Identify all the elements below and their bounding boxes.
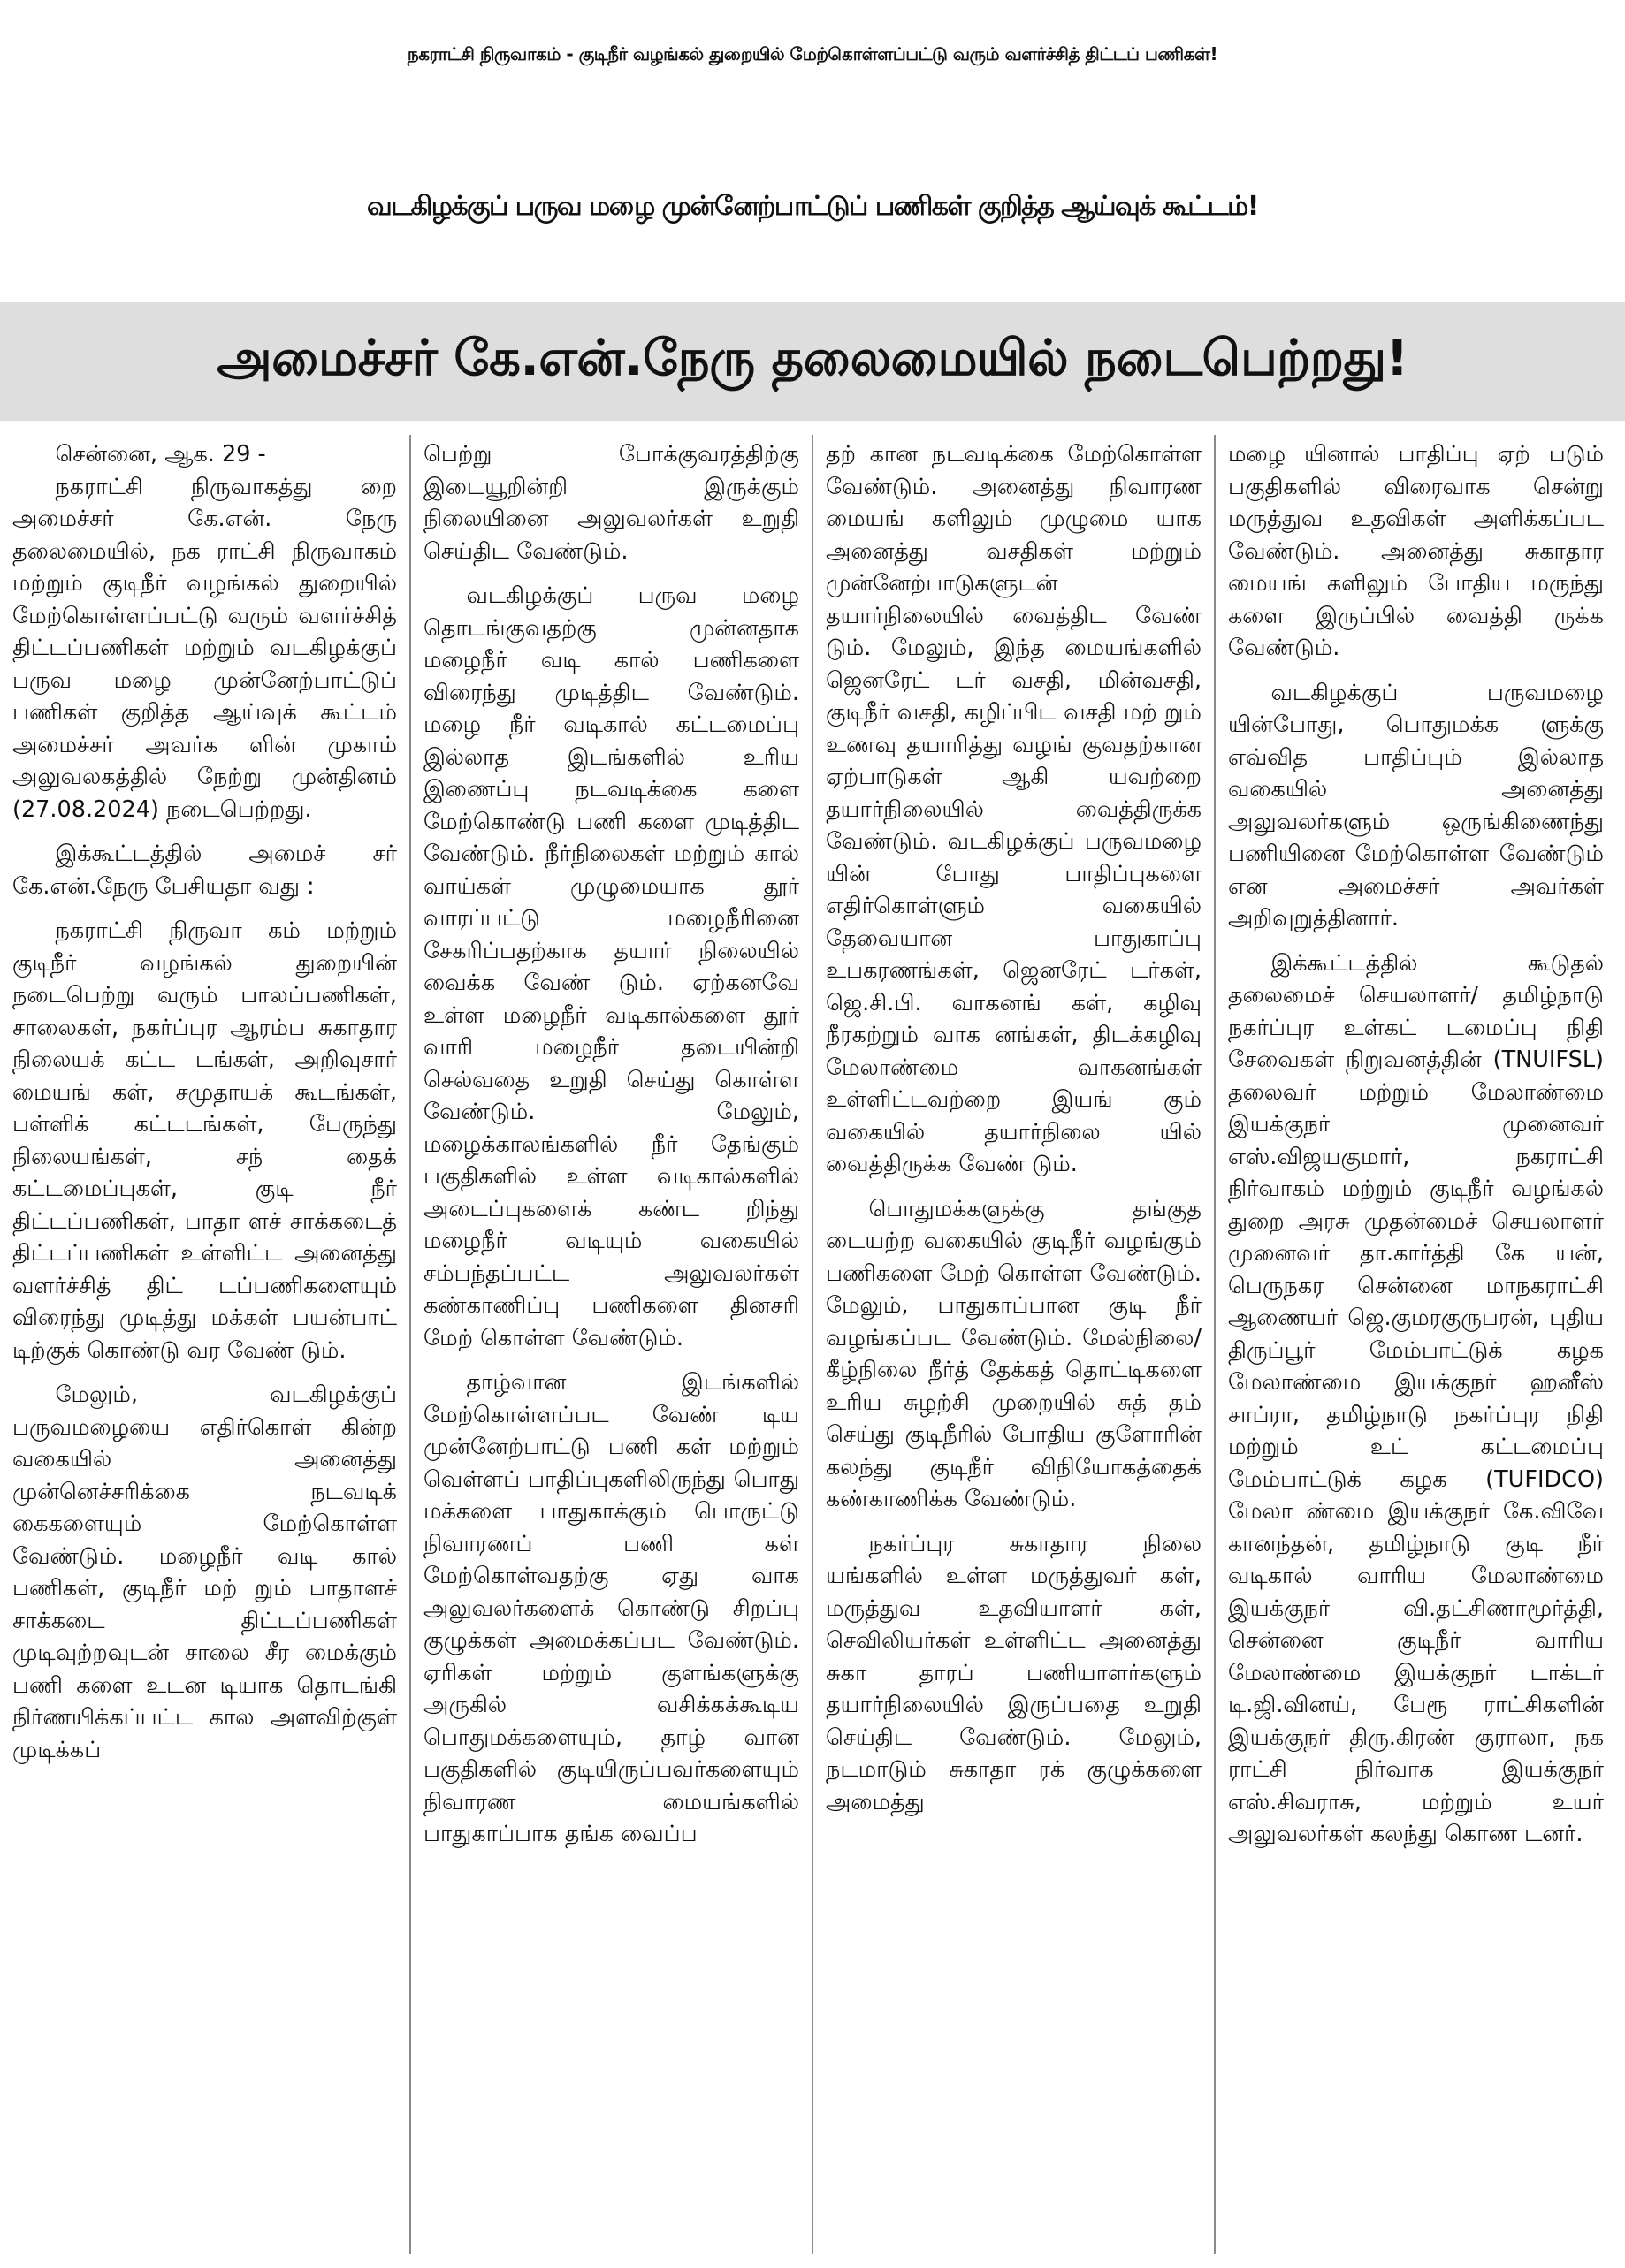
subheadline-band — [0, 302, 1625, 421]
column-4 — [1214, 435, 1616, 2254]
paragraph: நகராட்சி நிருவாகத்து றை அமைச்சர் கே.என். நேரு தலைமையில், நக ராட்சி நிருவாகம் மற்றும் குடிநீர் வழங்கல் துறையில் மேற்கொள்ளப்பட்டு வரும் வளர்ச்சித் திட்டப்பணிகள் மற்றும் வடகிழக்குப் பருவ மழை முன்னேற்பாட்டுப் பணிகள் குறித்த ஆய்வுக் கூட்டம் அமைச்சர் அவர்க ளின் முகாம் அலுவலகத்தில் நேற்று முன்தினம் (27.08.2024) நடைபெற்றது. — [12, 473, 397, 823]
paragraph: தாழ்வான இடங்களில் மேற்கொள்ளப்பட வேண் டிய முன்னேற்பாட்டு பணி கள் மற்றும் வெள்ளப் பாதிப்புகளிலிருந்து பொது மக்களை பாதுகாக்கும் பொருட்டு நிவாரணப் பணி கள் மேற்கொள்வதற்கு ஏது வாக அலுவலர்களைக் கொண்டு சிறப்பு குழுக்கள் அமைக்கப்பட வேண்டும். ஏரிகள் மற்றும் குளங்களுக்கு அருகில் வசிக்கக்கூடிய பொதுமக்களையும், தாழ் வான பகுதிகளில் குடியிருப்பவர்களையும் நிவாரண மையங்களில் பாதுகாப்பாக தங்க வைப்ப — [423, 1369, 799, 1847]
paragraph: வடகிழக்குப் பருவ மழை தொடங்குவதற்கு முன்னதாக மழைநீர் வடி கால் பணிகளை விரைந்து முடித்திட வேண்டும். மழை நீர் வடிகால் கட்டமைப்பு இல்லாத இடங்களில் உரிய இணைப்பு நடவடிக்கை களை மேற்கொண்டு பணி களை முடித்திட வேண்டும். நீர்நிலைகள் மற்றும் கால் வாய்கள் முழுமையாக தூர் வாரப்பட்டு மழைநீரினை சேகரிப்பதற்காக தயார் நிலையில் வைக்க வேண் டும். ஏற்கனவே உள்ள மழைநீர் வடிகால்களை தூர் வாரி மழைநீர் தடையின்றி செல்வதை உறுதி செய்து கொள்ள வேண்டும். மேலும், மழைக்காலங்களில் நீர் தேங்கும் பகுதிகளில் உள்ள வடிகால்களில் அடைப்புகளைக் கண்ட றிந்து மழைநீர் வடியும் வகையில் சம்பந்தப்பட்ட அலுவலர்கள் கண்காணிப்பு பணிகளை தினசரி மேற் கொள்ள வேண்டும். — [423, 582, 799, 1351]
paragraph: நகர்ப்புர சுகாதார நிலை யங்களில் உள்ள மருத்துவர் கள், மருத்துவ உதவியாளர் கள், செவிலியர்கள் உள்ளிட்ட அனைத்து சுகா தாரப் பணியாளர்களும் தயார்நிலையில் இருப்பதை உறுதி செய்திட வேண்டும். மேலும், நடமாடும் சுகாதா ரக் குழுக்களை அமைத்து — [826, 1530, 1202, 1815]
dateline: சென்னை, ஆக. 29 - — [55, 441, 266, 468]
paragraph: மேலும், வடகிழக்குப் பருவமழையை எதிர்கொள் கின்ற வகையில் அனைத்து முன்னெச்சரிக்கை நடவடிக் கைகளையும் மேற்கொள்ள வேண்டும். மழைநீர் வடி கால் பணிகள், குடிநீர் மற் றும் பாதாளச் சாக்கடை திட்டப்பணிகள் முடிவுற்றவுடன் சாலை சீர மைக்கும் பணி களை உடன டியாக தொடங்கி நிர்ணயிக்கப்பட்ட கால அளவிற்குள் முடிக்கப் — [12, 1381, 397, 1763]
paragraph: பெற்று போக்குவரத்திற்கு இடையூறின்றி இருக்கும் நிலையினை அலுவலர்கள் உறுதி செய்திட வேண்டும். — [423, 441, 799, 565]
kicker-line: நகராட்சி நிருவாகம் - குடிநீர் வழங்கல் துறையில் மேற்கொள்ளப்பட்டு வரும் வளர்ச்சித் திட்டப் பணிகள்! — [407, 42, 1218, 65]
column-3 — [812, 435, 1214, 2254]
column-2 — [409, 435, 812, 2254]
subheadline: அமைச்சர் கே.என்.நேரு தலைமையில் நடைபெற்றது! — [217, 330, 1408, 387]
paragraph: மழை யினால் பாதிப்பு ஏற் படும் பகுதிகளில் விரைவாக சென்று மருத்துவ உதவிகள் அளிக்கப்பட வேண்டும். அனைத்து சுகாதார மையங் களிலும் போதிய மருந்து களை இருப்பில் வைத்தி ருக்க வேண்டும். — [1228, 441, 1604, 661]
paragraph: இக்கூட்டத்தில் அமைச் சர் கே.என்.நேரு பேசியதா வது : — [12, 841, 397, 900]
headline: வடகிழக்குப் பருவ மழை முன்னேற்பாட்டுப் பணிகள் குறித்த ஆய்வுக் கூட்டம்! — [367, 190, 1258, 222]
paragraph: நகராட்சி நிருவா கம் மற்றும் குடிநீர் வழங்கல் துறையின் நடைபெற்று வரும் பாலப்பணிகள், சாலைகள், நகர்ப்புர ஆரம்ப சுகாதார நிலையக் கட்ட டங்கள், அறிவுசார் மையங் கள், சமுதாயக் கூடங்கள், பள்ளிக் கட்டடங்கள், பேருந்து நிலையங்கள், சந் தைக் கட்டமைப்புகள், குடி நீர் திட்டப்பணிகள், பாதா ளச் சாக்கடைத் திட்டப்பணிகள் உள்ளிட்ட அனைத்து வளர்ச்சித் திட் டப்பணிகளையும் விரைந்து முடித்து மக்கள் பயன்பாட் டிற்குக் கொண்டு வர வேண் டும். — [12, 917, 397, 1364]
paragraph: தற் கான நடவடிக்கை மேற்கொள்ள வேண்டும். அனைத்து நிவாரண மையங் களிலும் முழுமை யாக அனைத்து வசதிகள் மற்றும் முன்னேற்பாடுகளுடன் தயார்நிலையில் வைத்திட வேண் டும். மேலும், இந்த மையங்களில் ஜெனரேட் டர் வசதி, மின்வசதி, குடிநீர் வசதி, கழிப்பிட வசதி மற் றும் உணவு தயாரித்து வழங் குவதற்கான ஏற்பாடுகள் ஆகி யவற்றை தயார்நிலையில் வைத்திருக்க வேண்டும். வடகிழக்குப் பருவமழை யின் போது பாதிப்புகளை எதிர்கொள்ளும் வகையில் தேவையான பாதுகாப்பு உபகரணங்கள், ஜெனரேட் டர்கள், ஜெ.சி.பி. வாகனங் கள், கழிவு நீரகற்றும் வாக னங்கள், திடக்கழிவு மேலாண்மை வாகனங்கள் உள்ளிட்டவற்றை இயங் கும் வகையில் தயார்நிலை யில் வைத்திருக்க வேண் டும். — [826, 441, 1202, 1177]
article-body — [7, 435, 1618, 2254]
column-1 — [7, 435, 409, 2254]
paragraph: பொதுமக்களுக்கு தங்குத டையற்ற வகையில் குடிநீர் வழங்கும் பணிகளை மேற் கொள்ள வேண்டும். மேலும், பாதுகாப்பான குடி நீர் வழங்கப்பட வேண்டும். மேல்நிலை/ கீழ்நிலை நீர்த் தேக்கத் தொட்டிகளை உரிய சுழற்சி முறையில் சுத் தம் செய்து குடிநீரில் போதிய குளோரின் கலந்து குடிநீர் விநியோகத்தைக் கண்காணிக்க வேண்டும். — [826, 1195, 1202, 1512]
paragraph: வடகிழக்குப் பருவமழை யின்போது, பொதுமக்க ளுக்கு எவ்வித பாதிப்பும் இல்லாத வகையில் அனைத்து அலுவலர்களும் ஒருங்கிணைந்து பணியினை மேற்கொள்ள வேண்டும் என அமைச்சர் அவர்கள் அறிவுறுத்தினார். — [1228, 679, 1604, 932]
paragraph: இக்கூட்டத்தில் கூடுதல் தலைமைச் செயலாளர்/ தமிழ்நாடு நகர்ப்புர உள்கட் டமைப்பு நிதி சேவைகள் நிறுவனத்தின் (TNUIFSL) தலைவர் மற்றும் மேலாண்மை இயக்குநர் முனைவர் எஸ்.விஜயகுமார், நகராட்சி நிர்வாகம் மற்றும் குடிநீர் வழங்கல் துறை அரசு முதன்மைச் செயலாளர் முனைவர் தா.கார்த்தி கே யன், பெருநகர சென்னை மாநகராட்சி ஆணையர் ஜெ.குமரகுருபரன், புதிய திருப்பூர் மேம்பாட்டுக் கழக மேலாண்மை இயக்குநர் ஹனீஸ் சாப்ரா, தமிழ்நாடு நகர்ப்புர நிதி மற்றும் உட் கட்டமைப்பு மேம்பாட்டுக் கழக (TUFIDCO) மேலா ண்மை இயக்குநர் கே.விவே கானந்தன், தமிழ்நாடு குடி நீர் வடிகால் வாரிய மேலாண்மை இயக்குநர் வி.தட்சிணாமூர்த்தி, சென்னை குடிநீர் வாரிய மேலாண்மை இயக்குநர் டாக்டர் டி.ஜி.வினய், பேரூ ராட்சிகளின் இயக்குநர் திரு.கிரண் குராலா, நக ராட்சி நிர்வாக இயக்குநர் எஸ்.சிவராசு, மற்றும் உயர் அலுவலர்கள் கலந்து கொண டனர். — [1228, 949, 1604, 1847]
